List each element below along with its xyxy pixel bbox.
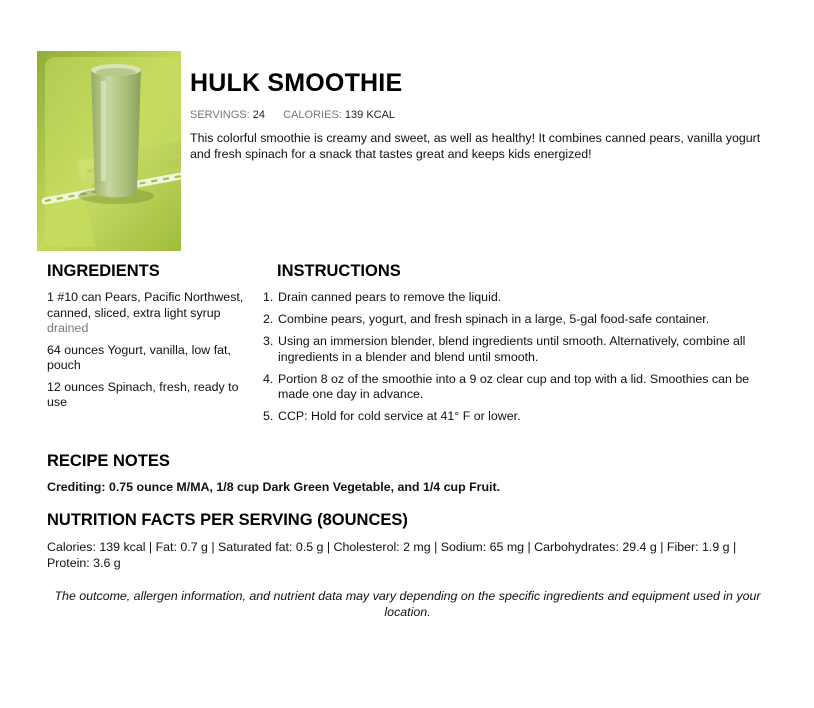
- ingredient-item: [47, 343, 257, 374]
- step-text: Using an immersion blender, blend ingredients until smooth. Alternatively, combine all ingredients in a blender and blend until smooth.: [278, 334, 746, 364]
- calories-value: 139 KCAL: [344, 109, 396, 121]
- ingredients-heading: INGREDIENTS: [47, 262, 160, 280]
- nutrition-heading: NUTRITION FACTS PER SERVING (8OUNCES): [47, 511, 408, 529]
- step-number: 5.: [263, 409, 274, 423]
- step-text: CCP: Hold for cold service at 41° F or lower.: [278, 409, 521, 423]
- step-number: 3.: [263, 334, 274, 348]
- recipe-photo: [37, 51, 181, 251]
- ingredient-text: 1 #10 can Pears, Pacific Northwest, canned, sliced, extra light syrup: [47, 290, 244, 320]
- disclaimer: The outcome, allergen information, and nutrient data may vary depending on the specific ingredients and equipment used in your location.: [54, 589, 761, 619]
- step-text: Combine pears, yogurt, and fresh spinach in a large, 5-gal food-safe container.: [278, 312, 710, 326]
- recipe-title: HULK SMOOTHIE: [190, 69, 403, 97]
- recipe-meta: [190, 109, 395, 121]
- ingredient-note: drained: [47, 321, 89, 335]
- servings-value: 24: [252, 109, 266, 121]
- instructions-list: [263, 290, 778, 431]
- instructions-heading: INSTRUCTIONS: [277, 262, 401, 280]
- crediting-text: Crediting: 0.75 ounce M/MA, 1/8 cup Dark Green Vegetable, and 1/4 cup Fruit.: [47, 480, 501, 494]
- recipe-notes-heading: RECIPE NOTES: [47, 452, 170, 470]
- instruction-step: [263, 409, 778, 425]
- ingredient-text: 64 ounces Yogurt, vanilla, low fat, pouch: [47, 342, 231, 372]
- ingredients-list: [47, 290, 257, 417]
- instruction-step: [263, 312, 778, 328]
- ingredient-item: [47, 380, 257, 411]
- nutrition-facts: Calories: 139 kcal | Fat: 0.7 g | Saturated fat: 0.5 g | Cholesterol: 2 mg | Sodium: 65 mg | Carbohydrates: 29.4 g | Fiber: 1.9 g | Protein: 3.6 g: [47, 540, 737, 570]
- instruction-step: [263, 290, 778, 306]
- instruction-step: [263, 372, 778, 403]
- step-number: 2.: [263, 312, 274, 326]
- recipe-description: This colorful smoothie is creamy and sweet, as well as healthy! It combines canned pears, vanilla yogurt and fresh spinach for a snack that tastes great and keeps kids energized!: [190, 131, 761, 161]
- smoothie-glass-photo: [37, 51, 181, 251]
- step-number: 4.: [263, 371, 274, 386]
- calories-label: CALORIES:: [283, 109, 342, 121]
- step-text: Drain canned pears to remove the liquid.: [278, 290, 502, 304]
- step-text: Portion 8 oz of the smoothie into a 9 oz clear cup and top with a lid. Smoothies can be made one day in advance.: [278, 371, 750, 401]
- instruction-step: [263, 334, 778, 365]
- ingredient-item: [47, 290, 257, 337]
- step-number: 1.: [263, 290, 274, 304]
- servings-label: SERVINGS:: [190, 109, 250, 121]
- ingredient-text: 12 ounces Spinach, fresh, ready to use: [47, 379, 239, 409]
